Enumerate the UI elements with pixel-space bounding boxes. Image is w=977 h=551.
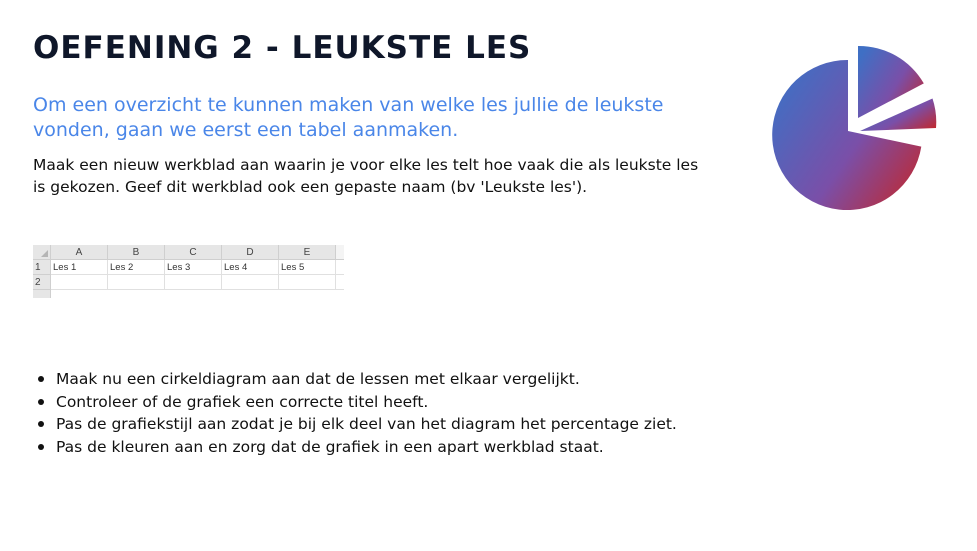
list-item-text: Pas de kleuren aan en zorg dat de grafiek in een apart werkblad staat. bbox=[56, 437, 604, 456]
bullet-icon bbox=[38, 399, 44, 405]
pie-chart-icon bbox=[770, 40, 945, 215]
list-item bbox=[33, 413, 793, 436]
spreadsheet-preview bbox=[33, 245, 344, 298]
cell-overflow-1 bbox=[336, 260, 345, 275]
cell-a2 bbox=[51, 275, 108, 290]
table-row bbox=[33, 260, 344, 275]
table-row bbox=[33, 275, 344, 290]
cell-a1: Les 1 bbox=[51, 260, 108, 275]
column-header-d: D bbox=[222, 245, 279, 260]
list-item bbox=[33, 368, 793, 391]
subtitle: Om een overzicht te kunnen maken van welke les jullie de leukste vonden, gaan we eerst een tabel aanmaken. bbox=[33, 94, 664, 141]
row-fade bbox=[51, 290, 345, 299]
intro-paragraph: Maak een nieuw werkblad aan waarin je voor elke les telt hoe vaak die als leukste les is gekozen. Geef dit werkblad ook een gepaste naam (bv 'Leukste les'). bbox=[33, 156, 699, 196]
cell-b1: Les 2 bbox=[108, 260, 165, 275]
cell-e2 bbox=[279, 275, 336, 290]
row-header-1: 1 bbox=[33, 260, 51, 275]
cell-c2 bbox=[165, 275, 222, 290]
column-header-b: B bbox=[108, 245, 165, 260]
list-item-text: Maak nu een cirkeldiagram aan dat de lessen met elkaar vergelijkt. bbox=[56, 370, 580, 388]
bullet-icon bbox=[38, 376, 44, 382]
bullet-icon bbox=[38, 444, 44, 450]
cell-d2 bbox=[222, 275, 279, 290]
table-row bbox=[33, 290, 344, 299]
row-header-3 bbox=[33, 290, 51, 299]
column-header-overflow bbox=[336, 245, 345, 260]
cell-b2 bbox=[108, 275, 165, 290]
bullet-icon bbox=[38, 421, 44, 427]
column-header-a: A bbox=[51, 245, 108, 260]
instruction-list bbox=[33, 368, 793, 458]
list-item-text: Pas de grafiekstijl aan zodat je bij elk deel van het diagram het percentage ziet. bbox=[56, 415, 677, 433]
list-item bbox=[33, 436, 793, 459]
row-header-2: 2 bbox=[33, 275, 51, 290]
cell-c1: Les 3 bbox=[165, 260, 222, 275]
select-all-corner bbox=[33, 245, 51, 260]
list-item-text: Controleer of de grafiek een correcte titel heeft. bbox=[56, 392, 429, 411]
page-title: OEFENING 2 - LEUKSTE LES bbox=[33, 30, 532, 66]
column-header-e: E bbox=[279, 245, 336, 260]
cell-d1: Les 4 bbox=[222, 260, 279, 275]
column-header-c: C bbox=[165, 245, 222, 260]
cell-e1: Les 5 bbox=[279, 260, 336, 275]
list-item bbox=[33, 391, 793, 414]
cell-overflow-2 bbox=[336, 275, 345, 290]
